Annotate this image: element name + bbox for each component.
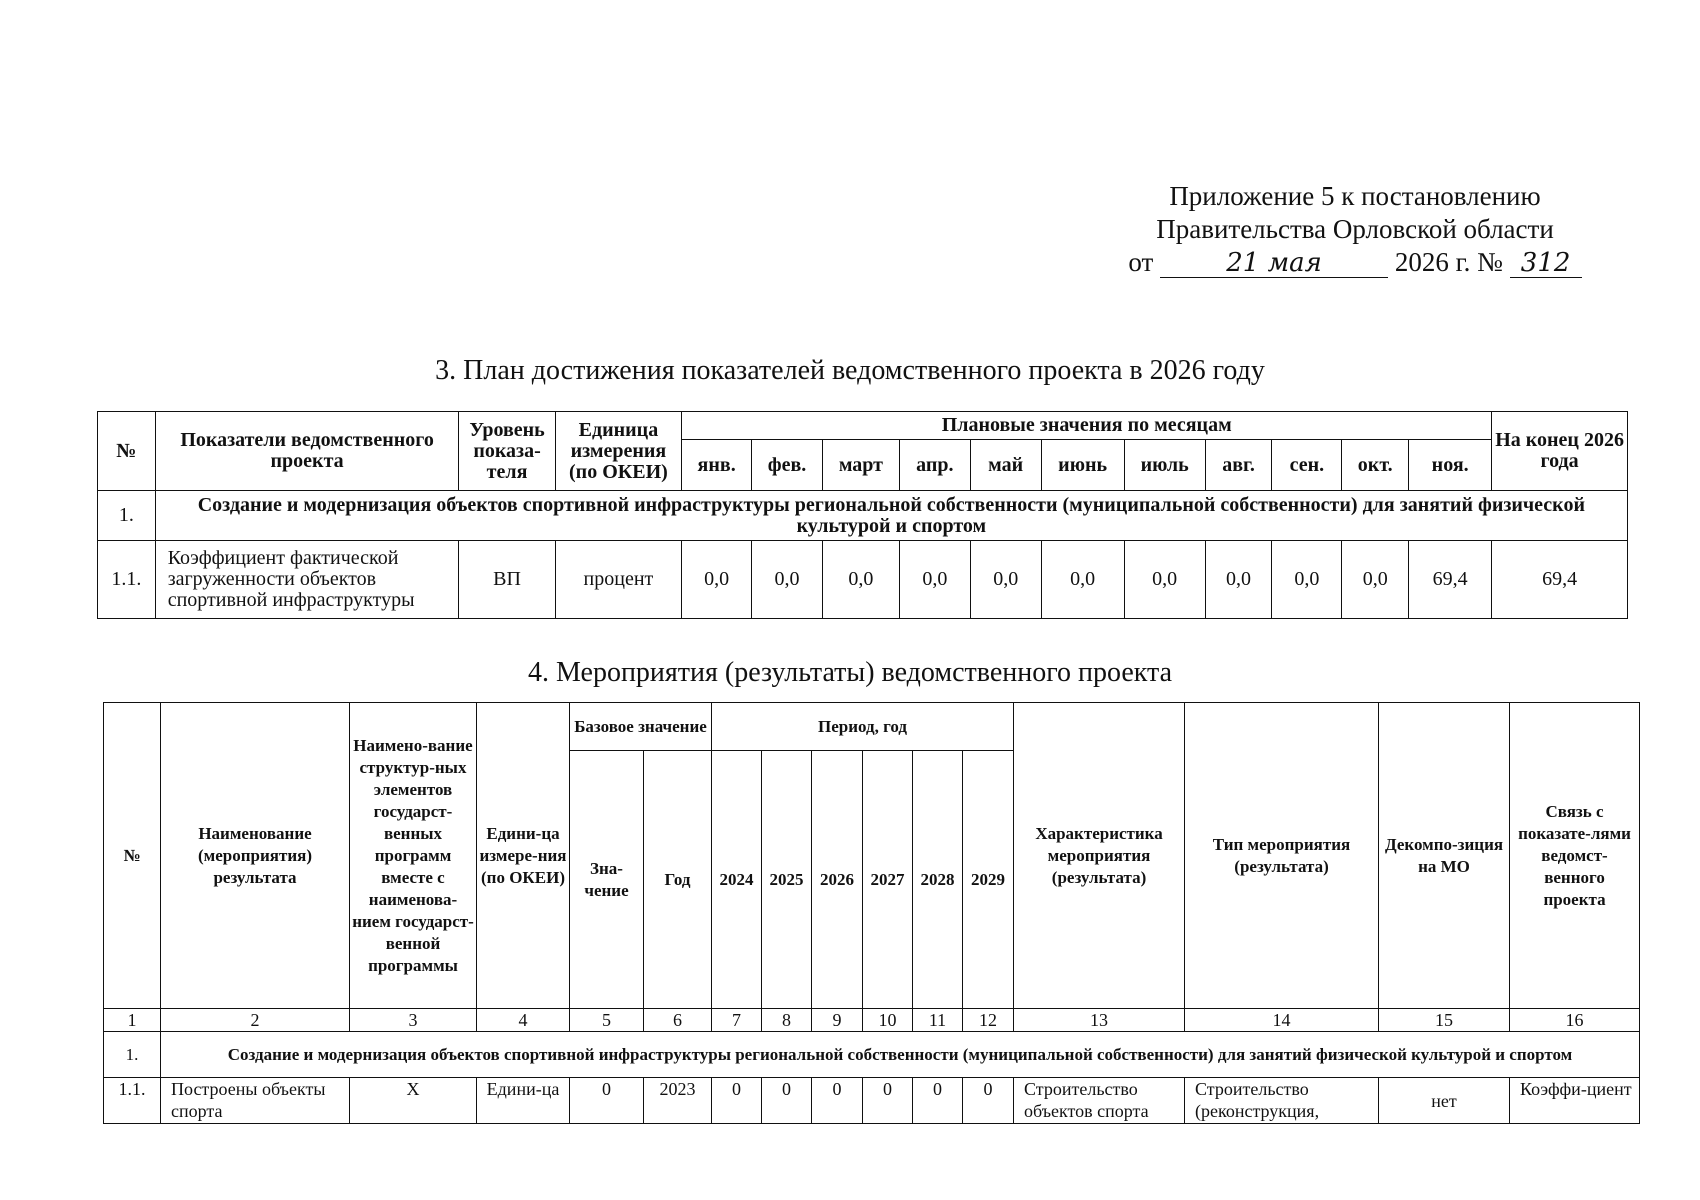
section3-title: 3. План достижения показателей ведомственного проекта в 2026 году [435, 355, 1265, 386]
column-number: 5 [570, 1009, 644, 1032]
row-decomposition: нет [1379, 1078, 1510, 1124]
year-header: 2026 [812, 751, 863, 1009]
col-level-header: Уровень показа-теля [459, 412, 555, 491]
row-num: 1.1. [98, 541, 156, 619]
month-value: 0,0 [822, 541, 899, 619]
month-value: 0,0 [1041, 541, 1124, 619]
group-num: 1. [104, 1032, 161, 1078]
col-unit-header: Единица измерения (по ОКЕИ) [555, 412, 682, 491]
col-name-header: Наименование (мероприятия) результата [161, 703, 350, 1009]
period-header: Период, год [712, 703, 1014, 751]
column-number: 8 [762, 1009, 812, 1032]
table-row [104, 1078, 1640, 1124]
row-num: 1.1. [104, 1078, 161, 1124]
column-number: 9 [812, 1009, 863, 1032]
row-name: Построены объекты спорта [161, 1078, 350, 1124]
year-header: 2027 [863, 751, 913, 1009]
row-characteristic: Строительство объектов спорта [1014, 1078, 1185, 1124]
month-value: 0,0 [1124, 541, 1205, 619]
row-level: ВП [459, 541, 555, 619]
column-number: 13 [1014, 1009, 1185, 1032]
row-year-value: 0 [812, 1078, 863, 1124]
col-num-header: № [104, 703, 161, 1009]
row-year-value: 0 [913, 1078, 963, 1124]
month-header: июль [1124, 440, 1205, 491]
row-structural: Х [350, 1078, 477, 1124]
month-header: янв. [682, 440, 752, 491]
month-header: ноя. [1409, 440, 1492, 491]
row-year-value: 0 [762, 1078, 812, 1124]
month-header: окт. [1342, 440, 1409, 491]
column-number: 14 [1185, 1009, 1379, 1032]
group-title: Создание и модернизация объектов спортивной инфраструктуры региональной собственности (муниципальной собственности) для занятий физической культурой и спортом [161, 1032, 1640, 1078]
month-header: фев. [752, 440, 823, 491]
column-number: 2 [161, 1009, 350, 1032]
col-structural-header: Наимено-вание структур-ных элементов государст-венных программ вместе с наименова-нием государст-венной программы [350, 703, 477, 1009]
col-num-header: № [98, 412, 156, 491]
section4-title: 4. Мероприятия (результаты) ведомственного проекта [527, 657, 1172, 688]
row-year-value: 0 [963, 1078, 1014, 1124]
row-unit: Едини-ца [477, 1078, 570, 1124]
end-value: 69,4 [1492, 541, 1628, 619]
column-number: 15 [1379, 1009, 1510, 1032]
col-indicator-header: Показатели ведомственного проекта [155, 412, 459, 491]
month-value: 0,0 [899, 541, 970, 619]
column-number: 4 [477, 1009, 570, 1032]
month-header: сен. [1272, 440, 1342, 491]
row-indicator: Коэффициент фактической загруженности объектов спортивной инфраструктуры [155, 541, 459, 619]
handwritten-number: 312 [1510, 249, 1582, 278]
row-type: Строительство (реконструкция, [1185, 1078, 1379, 1124]
col-end-header: На конец 2026 года [1492, 412, 1628, 491]
month-header: май [970, 440, 1041, 491]
month-value: 0,0 [1272, 541, 1342, 619]
year-header: 2028 [913, 751, 963, 1009]
row-year-value: 0 [712, 1078, 762, 1124]
col-decomposition-header: Декомпо-зиция на МО [1379, 703, 1510, 1009]
month-value: 0,0 [682, 541, 752, 619]
month-header: март [822, 440, 899, 491]
row-link: Коэффи-циент [1510, 1078, 1640, 1124]
month-value: 0,0 [752, 541, 823, 619]
year-header: 2024 [712, 751, 762, 1009]
handwritten-date: 21 мая [1160, 249, 1388, 278]
column-number: 12 [963, 1009, 1014, 1032]
column-numbers-row [104, 1009, 1640, 1032]
column-number: 1 [104, 1009, 161, 1032]
month-value: 0,0 [970, 541, 1041, 619]
column-number: 7 [712, 1009, 762, 1032]
column-number: 3 [350, 1009, 477, 1032]
month-header: авг. [1205, 440, 1272, 491]
column-number: 11 [913, 1009, 963, 1032]
table-row [98, 541, 1628, 619]
from-label: от [1128, 247, 1154, 277]
month-header: апр. [899, 440, 970, 491]
month-value: 0,0 [1342, 541, 1409, 619]
row-year-value: 0 [863, 1078, 913, 1124]
year-text: 2026 г. № [1394, 247, 1503, 277]
indicators-table [97, 411, 1628, 619]
appendix-date-line [1080, 246, 1630, 279]
year-header: 2025 [762, 751, 812, 1009]
month-header: июнь [1041, 440, 1124, 491]
group-num: 1. [98, 491, 156, 541]
row-base-value: 0 [570, 1078, 644, 1124]
monthly-header: Плановые значения по месяцам [682, 412, 1492, 440]
col-characteristic-header: Характеристика мероприятия (результата) [1014, 703, 1185, 1009]
col-type-header: Тип мероприятия (результата) [1185, 703, 1379, 1009]
year-header: 2029 [963, 751, 1014, 1009]
col-unit-header: Едини-ца измере-ния (по ОКЕИ) [477, 703, 570, 1009]
column-number: 16 [1510, 1009, 1640, 1032]
appendix-header [1080, 180, 1630, 279]
month-value: 69,4 [1409, 541, 1492, 619]
base-year-subheader: Год [644, 751, 712, 1009]
column-number: 6 [644, 1009, 712, 1032]
row-unit: процент [555, 541, 682, 619]
row-base-year: 2023 [644, 1078, 712, 1124]
col-link-header: Связь с показате-лями ведомст-венного проекта [1510, 703, 1640, 1009]
base-value-header: Базовое значение [570, 703, 712, 751]
group-title: Создание и модернизация объектов спортивной инфраструктуры региональной собственности (муниципальной собственности) для занятий физической культурой и спортом [155, 491, 1627, 541]
base-value-subheader: Зна-чение [570, 751, 644, 1009]
appendix-line1: Приложение 5 к постановлению [1169, 181, 1541, 211]
measures-table [103, 702, 1640, 1124]
month-value: 0,0 [1205, 541, 1272, 619]
column-number: 10 [863, 1009, 913, 1032]
appendix-line2: Правительства Орловской области [1156, 214, 1554, 244]
